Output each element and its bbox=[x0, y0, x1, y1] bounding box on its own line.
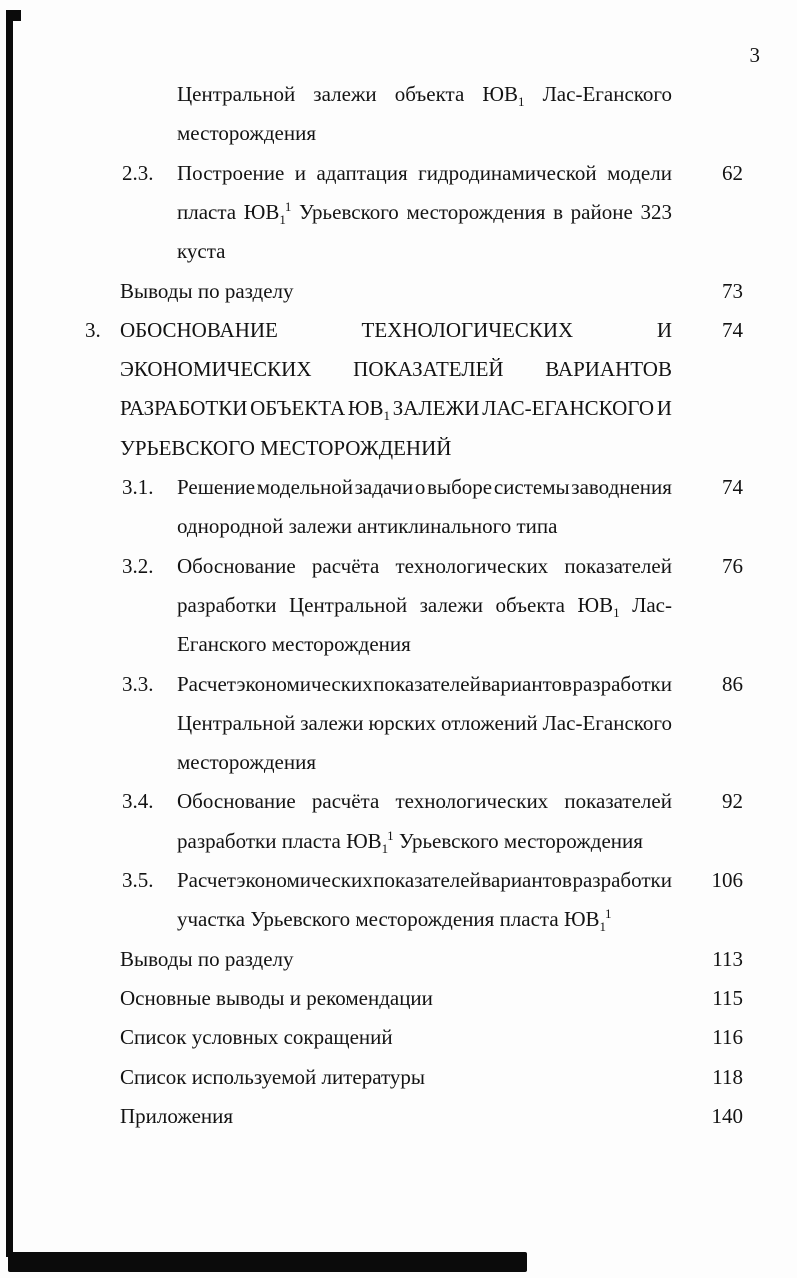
toc-line: ЭКОНОМИЧЕСКИХ ПОКАЗАТЕЛЕЙ ВАРИАНТОВ bbox=[120, 357, 672, 382]
toc-entry-number: 3.1. bbox=[122, 475, 154, 499]
toc-entry-page-number: 118 bbox=[712, 1064, 743, 1089]
toc-line: месторождения bbox=[177, 121, 316, 146]
toc-line: куста bbox=[177, 239, 226, 264]
toc-entry-page-number: 73 bbox=[722, 278, 743, 303]
toc-line: РАЗРАБОТКИ ОБЪЕКТА $ЮВ_1$ ЗАЛЕЖИ ЛАС-ЕГАНСКОГО И bbox=[120, 396, 672, 424]
toc-entry-page-number: 115 bbox=[712, 985, 743, 1010]
toc-line: пласта $ЮВ_1^1$ Урьевского месторождения в районе 323 bbox=[177, 198, 672, 227]
toc-entry-number: 2.3. bbox=[122, 160, 154, 185]
toc-line: Выводы по разделу bbox=[120, 278, 294, 303]
toc-line: месторождения bbox=[177, 750, 316, 775]
toc-line: Список условных сокращений bbox=[120, 1025, 393, 1050]
toc-line: Расчет экономических показателей вариантов разработки bbox=[177, 671, 672, 696]
toc-line: участка Урьевского месторождения пласта $ЮВ_1^1$ bbox=[177, 906, 612, 935]
toc-entry-number: 3.4. bbox=[122, 789, 154, 814]
toc-line: Центральной залежи юрских отложений Лас-Еганского bbox=[177, 710, 672, 735]
toc-entry-page-number: 62 bbox=[722, 160, 743, 185]
page-number: 3 bbox=[749, 43, 760, 67]
toc-entry-page-number: 74 bbox=[722, 475, 743, 499]
toc-line: Основные выводы и рекомендации bbox=[120, 985, 433, 1010]
toc-line: Еганского месторождения bbox=[177, 632, 411, 657]
toc-entry-page-number: 116 bbox=[712, 1025, 743, 1050]
toc-line: разработки Центральной залежи объекта $ЮВ_1$ Лас- bbox=[177, 592, 672, 620]
toc-entry-page-number: 74 bbox=[722, 317, 743, 342]
toc-entry-page-number: 113 bbox=[712, 946, 743, 971]
toc-entry-page-number: 106 bbox=[711, 868, 743, 892]
toc-line: Приложения bbox=[120, 1103, 234, 1128]
toc-line: однородной залежи антиклинального типа bbox=[177, 514, 558, 539]
toc-entry-number: 3.5. bbox=[122, 868, 154, 892]
toc-line: Список используемой литературы bbox=[120, 1064, 426, 1089]
toc-entry-page-number: 140 bbox=[711, 1103, 743, 1128]
toc-entry-number: 3.3. bbox=[122, 671, 154, 696]
toc-entry-page-number: 92 bbox=[722, 789, 743, 814]
toc-line: Решение модельной задачи о выборе системы заводнения bbox=[177, 475, 672, 499]
toc-line: Обоснование расчёта технологических показателей bbox=[177, 789, 672, 814]
toc-entry-number: 3. bbox=[85, 317, 101, 342]
toc-entry-number: 3.2. bbox=[122, 553, 154, 578]
toc-line: ОБОСНОВАНИЕ ТЕХНОЛОГИЧЕСКИХ И bbox=[120, 317, 672, 342]
toc-line: Выводы по разделу bbox=[120, 946, 294, 971]
toc-line: разработки пласта $ЮВ_1^1$ Урьевского месторождения bbox=[177, 827, 643, 856]
toc-line: Построение и адаптация гидродинамической модели bbox=[177, 160, 672, 185]
scan-artifact-bottom-bar bbox=[8, 1252, 527, 1272]
toc-line: УРЬЕВСКОГО МЕСТОРОЖДЕНИЙ bbox=[120, 435, 452, 460]
toc-line: Расчет экономических показателей вариантов разработки bbox=[177, 868, 672, 892]
toc-entry-page-number: 86 bbox=[722, 671, 743, 696]
scan-artifact-left-line bbox=[6, 11, 13, 1257]
toc-line: Центральной залежи объекта $ЮВ_1$ Лас-Еганского bbox=[177, 82, 672, 109]
toc-line: Обоснование расчёта технологических показателей bbox=[177, 553, 672, 578]
toc-entry-page-number: 76 bbox=[722, 553, 743, 578]
